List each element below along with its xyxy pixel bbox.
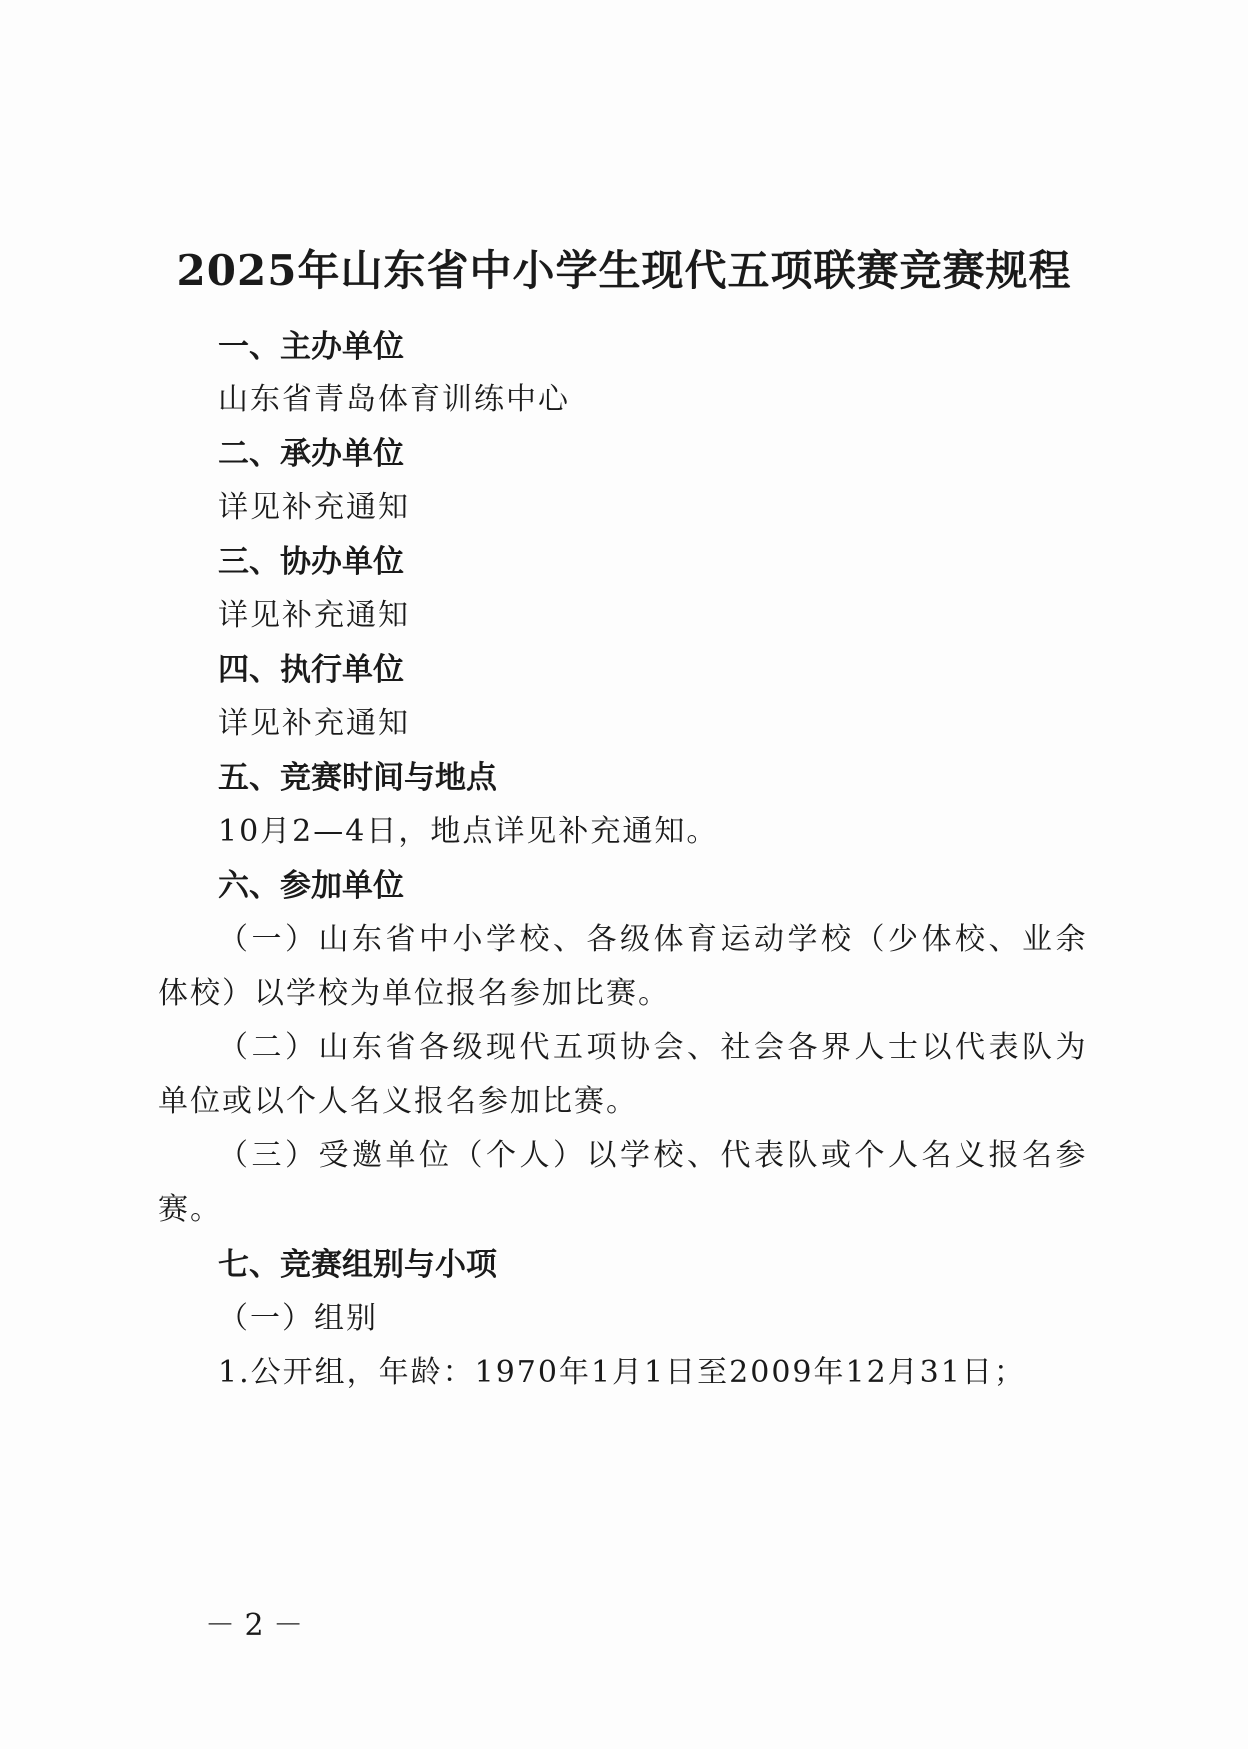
section-body-host: 详见补充通知 (218, 490, 410, 525)
section-heading-co-organizer: 三、协办单位 (218, 544, 404, 580)
paragraph-participants-1-line-1: （一）山东省中小学校、各级体育运动学校（少体校、业余 (218, 922, 1089, 957)
section-heading-participants: 六、参加单位 (218, 868, 404, 904)
paragraph-participants-1-line-2: 体校）以学校为单位报名参加比赛。 (158, 976, 670, 1011)
section-body-organizer: 山东省青岛体育训练中心 (218, 382, 570, 417)
section-body-co-organizer: 详见补充通知 (218, 598, 410, 633)
section-heading-organizer: 一、主办单位 (218, 329, 404, 365)
page-number: － 2 － (205, 1608, 304, 1643)
paragraph-participants-2-line-2: 单位或以个人名义报名参加比赛。 (158, 1084, 638, 1119)
subsection-groups: （一）组别 (218, 1301, 378, 1336)
section-body-executor: 详见补充通知 (218, 706, 410, 741)
list-item-open-group: 1.公开组，年龄：1970年1月1日至2009年12月31日； (218, 1355, 1026, 1390)
section-heading-executor: 四、执行单位 (218, 652, 404, 688)
section-heading-time-venue: 五、竞赛时间与地点 (218, 760, 497, 796)
document-title: 2025年山东省中小学生现代五项联赛竞赛规程 (176, 246, 1072, 295)
section-heading-host: 二、承办单位 (218, 436, 404, 472)
paragraph-participants-2-line-1: （二）山东省各级现代五项协会、社会各界人士以代表队为 (218, 1030, 1089, 1065)
paragraph-participants-3-line-2: 赛。 (158, 1192, 222, 1227)
section-heading-groups-events: 七、竞赛组别与小项 (218, 1247, 497, 1283)
section-body-time-venue: 10月2—4日，地点详见补充通知。 (218, 814, 719, 849)
paragraph-participants-3-line-1: （三）受邀单位（个人）以学校、代表队或个人名义报名参 (218, 1138, 1089, 1173)
